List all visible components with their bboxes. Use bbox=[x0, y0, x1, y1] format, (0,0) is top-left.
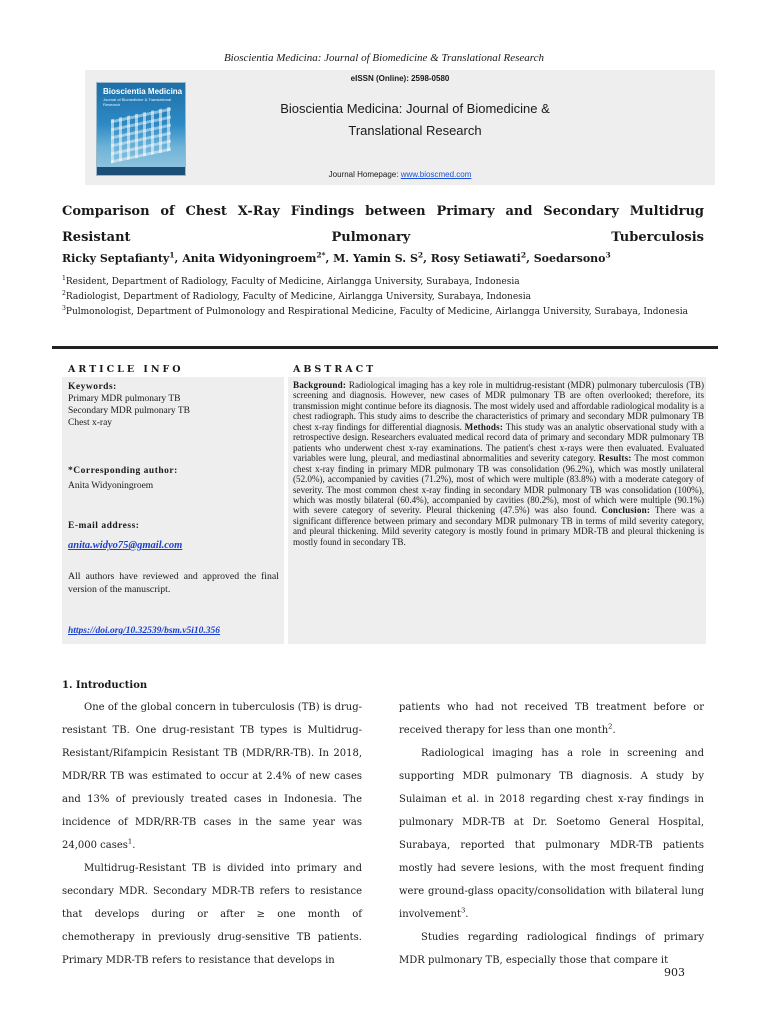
author-affiliation-sup: 2 bbox=[520, 250, 527, 260]
author-list: Ricky Septafianty$^1$, Anita Widyoningroem$^{2*}$, M. Yamin S. $S^2$, Rosy Setiawati$^2$, Soedarsono$^3$ bbox=[62, 250, 611, 265]
homepage-link[interactable]: www.bioscmed.com bbox=[400, 170, 472, 179]
affiliation-1 bbox=[62, 275, 702, 290]
author-affiliation-sup: 1 bbox=[169, 250, 175, 260]
keyword-item: Chest x-ray bbox=[68, 418, 113, 428]
article-info-heading: ARTICLE INFO bbox=[68, 364, 184, 375]
affiliation-2 bbox=[62, 290, 702, 305]
abstract-box bbox=[288, 377, 706, 644]
masthead bbox=[85, 70, 715, 185]
intro-paragraph bbox=[399, 926, 704, 972]
journal-homepage bbox=[85, 170, 715, 179]
intro-paragraph bbox=[62, 857, 362, 972]
section-divider bbox=[52, 346, 718, 349]
masthead-title-line1: Bioscientia Medicina: Journal of Biomedicine & bbox=[280, 101, 550, 116]
affiliation-3 bbox=[62, 305, 702, 320]
corresponding-author-name: Anita Widyoningroem bbox=[68, 481, 154, 491]
author-name: Rosy Setiawati bbox=[430, 252, 521, 265]
abstract-section-text: There was a significant difference between primary and secondary MDR pulmonary TB in terms of mild severity category, and pleural thickening. Mild severity category is mostly found in primary MDR-TB and pleural thickening is mostly found in secondary TB. bbox=[293, 505, 704, 547]
keyword-item: Primary MDR pulmonary TB bbox=[68, 394, 181, 404]
affiliation-text: Pulmonologist, Department of Pulmonology and Respirational Medicine, Faculty of Medicine, Airlangga University, Surabaya, Indonesia bbox=[65, 307, 688, 317]
email-label: E-mail address: bbox=[68, 521, 140, 531]
cover-subtitle: Journal of Biomedicine & Translational Research bbox=[103, 97, 172, 107]
citation-sup: 3 bbox=[460, 906, 466, 915]
abstract-section-label: Background: bbox=[293, 380, 347, 390]
affiliation-sup: 3 bbox=[62, 305, 66, 312]
affiliation-text: Resident, Department of Radiology, Faculty of Medicine, Airlangga University, Surabaya, Indonesia bbox=[65, 277, 520, 287]
abstract-text bbox=[293, 380, 704, 547]
intro-paragraph-text: Radiological imaging has a role in screening and supporting MDR pulmonary TB diagnosis. A study by Sulaiman et al. in 2018 regarding chest x-ray findings in pulmonary MDR-TB at Dr. Soetomo General Hospital, Surabaya, reported that pulmonary MDR-TB patients mostly had severe lesions, with the most frequent finding were ground-glass opacity/consolidation with bilateral lung involvement bbox=[399, 748, 704, 920]
article-info-box bbox=[62, 377, 284, 644]
author-name: Soedarsono bbox=[533, 252, 606, 265]
author-affiliation-sup: 2* bbox=[316, 250, 326, 260]
intro-paragraph: patients who had not received TB treatment before or received therapy for less than one month$^2$. bbox=[399, 702, 704, 736]
citation-sup: 1 bbox=[127, 837, 133, 846]
keywords-label: Keywords: bbox=[68, 382, 117, 392]
intro-left-column bbox=[62, 696, 362, 972]
journal-running-header: Bioscientia Medicina: Journal of Biomedicine & Translational Research bbox=[223, 52, 545, 64]
intro-paragraph-text: Multidrug-Resistant TB is divided into primary and secondary MDR. Secondary MDR-TB refers to resistance that develops during or after ≥ one month of chemotherapy in previously drug-sensitive TB patients. Primary MDR-TB refers to resistance that develops in bbox=[62, 863, 362, 966]
author-affiliation-sup: 2 bbox=[417, 250, 424, 260]
review-statement: All authors have reviewed and approved the final version of the manuscript. bbox=[68, 571, 279, 595]
cover-title: Bioscientia Medicina bbox=[103, 87, 183, 96]
abstract-section-label: Conclusion: bbox=[601, 505, 651, 516]
author-name: Anita Widyoningroem bbox=[182, 252, 317, 265]
corresponding-author-label: *Corresponding author: bbox=[68, 466, 178, 476]
affiliation-sup: 2 bbox=[62, 290, 66, 297]
abstract-section-label: Methods: bbox=[464, 421, 504, 432]
abstract-section-label: Results: bbox=[598, 453, 632, 464]
eissn: eISSN (Online): 2598-0580 bbox=[350, 74, 450, 83]
email-link[interactable]: anita.widyo75@gmail.com bbox=[68, 540, 183, 551]
author-name: M. Yamin S. S bbox=[333, 252, 418, 265]
intro-right-column bbox=[399, 696, 704, 972]
abstract-section-text: The most common chest x-ray finding in primary MDR pulmonary TB was consolidation (96.2%), which was mostly unilateral (52.0%), accompanied by cavities (71.2%), most of which were multiple (83.8%) with a moderate category of severity. The most common chest x-ray finding in secondary MDR pulmonary TB was consolidation (100%), which was mostly bilateral (60.4%), accompanied by cavities (80.2%), most of which were multiple (90.1%) with severe category of severity. Pleural thickening (47.5%) was also found. bbox=[293, 453, 704, 516]
masthead-title bbox=[215, 98, 615, 142]
intro-paragraph: One of the global concern in tuberculosis (TB) is drug-resistant TB. One drug-resistant TB types is Multidrug-Resistant/Rifampicin Resistant TB (MDR/RR-TB). In 2018, MDR/RR TB was estimated to occur at 2.4% of new cases and 13% of previously treated cases in Indonesia. The incidence of MDR/RR-TB cases in the same year was 24,000 cases$^1$. bbox=[62, 702, 362, 851]
masthead-title-line2: Translational Research bbox=[348, 123, 482, 138]
author-name: Ricky Septafianty bbox=[62, 252, 170, 265]
intro-paragraph: Radiological imaging has a role in screening and supporting MDR pulmonary TB diagnosis. A study by Sulaiman et al. in 2018 regarding chest x-ray findings in pulmonary MDR-TB at Dr. Soetomo General Hospital, Surabaya, reported that pulmonary MDR-TB patients mostly had severe lesions, with the most frequent finding were ground-glass opacity/consolidation with bilateral lung involvement$^3$. bbox=[399, 748, 704, 920]
journal-cover-image bbox=[96, 82, 186, 176]
doi-link[interactable]: https://doi.org/10.32539/bsm.v5i10.356 bbox=[68, 626, 221, 636]
abstract-section-text: This study was an analytic observational study with a retrospective design. Researchers evaluated medical record data of primary and secondary MDR pulmonary TB patients who underwent chest x-ray examinations. The patient's chest x-rays were then evaluated. Evaluated variables were lung, pleural, and mediastinal abnormalities and severity category. bbox=[293, 421, 705, 464]
intro-paragraph-text: Studies regarding radiological findings of primary MDR pulmonary TB, especially those that compare it bbox=[399, 932, 704, 966]
affiliation-text: Radiologist, Department of Radiology, Faculty of Medicine, Airlangga University, Surabaya, Indonesia bbox=[65, 292, 532, 302]
paper-title: Comparison of Chest X-Ray Findings between Primary and Secondary Multidrug Resistant Pulmonary Tuberculosis bbox=[62, 204, 704, 245]
affiliation-sup: 1 bbox=[62, 275, 66, 282]
abstract-heading: ABSTRACT bbox=[293, 364, 377, 375]
page-number: 903 bbox=[664, 966, 685, 979]
author-affiliation-sup: 3 bbox=[605, 250, 611, 260]
cover-art bbox=[111, 107, 171, 164]
introduction-heading: 1. Introduction bbox=[62, 680, 148, 691]
homepage-label: Journal Homepage: bbox=[328, 170, 399, 179]
keyword-item: Secondary MDR pulmonary TB bbox=[68, 406, 190, 416]
intro-paragraph-text: One of the global concern in tuberculosis (TB) is drug-resistant TB. One drug-resistant TB types is Multidrug-Resistant/Rifampicin Resistant TB (MDR/RR-TB). In 2018, MDR/RR TB was estimated to occur at 2.4% of new cases and 13% of previously treated cases in Indonesia. The incidence of MDR/RR-TB cases in the same year was 24,000 cases bbox=[62, 702, 362, 851]
abstract-section-text: Radiological imaging has a key role in multidrug-resistant (MDR) pulmonary tuberculosis (TB) screening and diagnosis. However, new cases of MDR pulmonary TB are often overlooked; therefore, its transmission might continue before its diagnosis. The most widely used and affordable radiological modality is a chest radiograph. This study aims to describe the characteristics of primary and secondary MDR pulmonary TB chest x-ray findings for differential diagnosis. bbox=[293, 380, 704, 432]
intro-paragraph-text: patients who had not received TB treatment before or received therapy for less than one month bbox=[399, 702, 704, 736]
citation-sup: 2 bbox=[608, 722, 613, 731]
